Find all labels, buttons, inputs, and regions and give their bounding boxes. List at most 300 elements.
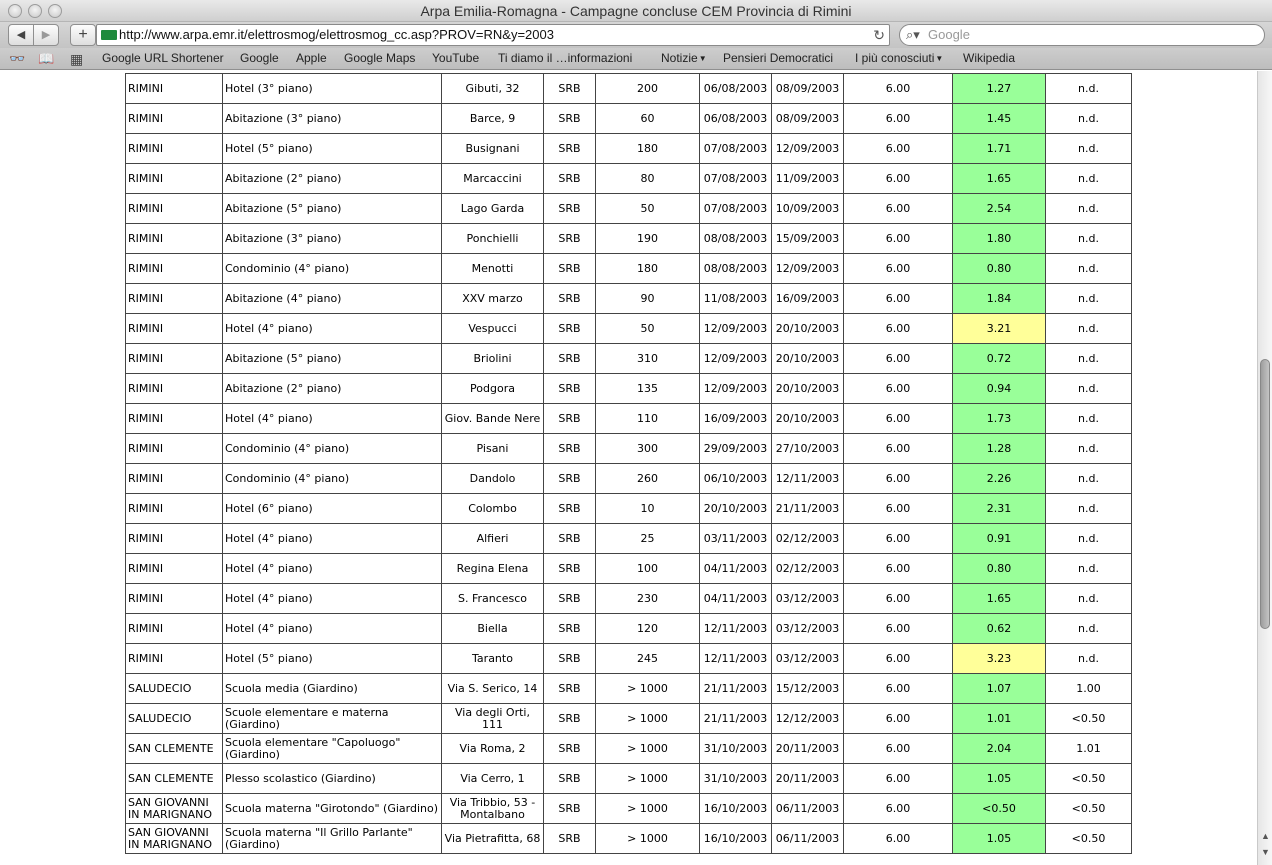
cell-valore-medio: n.d. xyxy=(1046,404,1132,434)
cell-tipo: SRB xyxy=(544,644,596,674)
cell-data-fine: 20/10/2003 xyxy=(772,404,844,434)
cell-distanza: 245 xyxy=(596,644,700,674)
cell-tipo: SRB xyxy=(544,74,596,104)
cell-data-inizio: 06/08/2003 xyxy=(700,104,772,134)
cell-distanza: > 1000 xyxy=(596,824,700,854)
cell-tipo: SRB xyxy=(544,374,596,404)
cell-limite: 6.00 xyxy=(844,554,953,584)
cell-sito: Abitazione (5° piano) xyxy=(223,344,442,374)
close-window-button[interactable] xyxy=(8,4,22,18)
cell-indirizzo: Alfieri xyxy=(442,524,544,554)
bookmark-item[interactable] xyxy=(723,48,833,69)
cell-data-fine: 03/12/2003 xyxy=(772,584,844,614)
url-text[interactable]: http://www.arpa.emr.it/elettrosmog/elettrosmog_cc.asp?PROV=RN&y=2003 xyxy=(119,27,554,42)
cell-valore-medio: n.d. xyxy=(1046,314,1132,344)
cell-data-inizio: 21/11/2003 xyxy=(700,704,772,734)
cell-sito: Hotel (5° piano) xyxy=(223,644,442,674)
cell-comune: RIMINI xyxy=(126,254,223,284)
cell-valore-max: 0.91 xyxy=(953,524,1046,554)
cell-valore-medio: n.d. xyxy=(1046,284,1132,314)
cell-tipo: SRB xyxy=(544,254,596,284)
cell-comune: RIMINI xyxy=(126,404,223,434)
table-row xyxy=(126,314,1132,344)
cell-limite: 6.00 xyxy=(844,674,953,704)
bookmarks-bar xyxy=(0,48,1272,70)
cell-indirizzo: Via Roma, 2 xyxy=(442,734,544,764)
cell-valore-medio: n.d. xyxy=(1046,164,1132,194)
cell-data-inizio: 12/09/2003 xyxy=(700,344,772,374)
cell-indirizzo: Busignani xyxy=(442,134,544,164)
cell-indirizzo: Via degli Orti, 111 xyxy=(442,704,544,734)
cell-data-inizio: 06/08/2003 xyxy=(700,74,772,104)
cell-valore-max: 2.26 xyxy=(953,464,1046,494)
bookmark-label: Ti diamo il …informazioni xyxy=(498,51,633,65)
cell-limite: 6.00 xyxy=(844,494,953,524)
cell-sito: Hotel (4° piano) xyxy=(223,404,442,434)
bookmark-item[interactable] xyxy=(344,48,415,69)
cell-valore-max: 1.28 xyxy=(953,434,1046,464)
cell-indirizzo: XXV marzo xyxy=(442,284,544,314)
cell-sito: Hotel (4° piano) xyxy=(223,614,442,644)
cell-sito: Hotel (4° piano) xyxy=(223,314,442,344)
table-row xyxy=(126,464,1132,494)
cell-data-fine: 15/12/2003 xyxy=(772,674,844,704)
bookmark-label: Pensieri Democratici xyxy=(723,51,834,65)
forward-button[interactable] xyxy=(33,24,59,46)
cell-data-inizio: 16/10/2003 xyxy=(700,794,772,824)
cell-distanza: 25 xyxy=(596,524,700,554)
cell-distanza: 60 xyxy=(596,104,700,134)
cell-sito: Condominio (4° piano) xyxy=(223,464,442,494)
cell-valore-max: 1.80 xyxy=(953,224,1046,254)
cell-tipo: SRB xyxy=(544,104,596,134)
cell-data-fine: 06/11/2003 xyxy=(772,824,844,854)
cell-valore-medio: n.d. xyxy=(1046,584,1132,614)
cell-data-inizio: 16/10/2003 xyxy=(700,824,772,854)
table-row xyxy=(126,224,1132,254)
cell-data-inizio: 12/09/2003 xyxy=(700,314,772,344)
bookmark-item[interactable] xyxy=(661,48,707,69)
table-row xyxy=(126,74,1132,104)
cell-sito: Hotel (4° piano) xyxy=(223,554,442,584)
cell-sito: Abitazione (3° piano) xyxy=(223,104,442,134)
cell-indirizzo: Biella xyxy=(442,614,544,644)
cell-data-inizio: 31/10/2003 xyxy=(700,734,772,764)
cell-indirizzo: S. Francesco xyxy=(442,584,544,614)
cell-indirizzo: Regina Elena xyxy=(442,554,544,584)
cell-data-fine: 15/09/2003 xyxy=(772,224,844,254)
cell-valore-max: 1.71 xyxy=(953,134,1046,164)
cell-indirizzo: Lago Garda xyxy=(442,194,544,224)
cell-data-inizio: 07/08/2003 xyxy=(700,164,772,194)
table-row xyxy=(126,344,1132,374)
browser-toolbar xyxy=(0,22,1272,48)
cell-indirizzo: Marcaccini xyxy=(442,164,544,194)
search-icon: ⌕▾ xyxy=(906,27,920,42)
bookmark-item[interactable] xyxy=(855,48,943,69)
cell-tipo: SRB xyxy=(544,134,596,164)
cell-comune: RIMINI xyxy=(126,224,223,254)
back-arrow-icon: ◀ xyxy=(16,29,26,41)
zoom-window-button[interactable] xyxy=(48,4,62,18)
cell-valore-medio: 1.01 xyxy=(1046,734,1132,764)
cell-tipo: SRB xyxy=(544,434,596,464)
cell-limite: 6.00 xyxy=(844,704,953,734)
cell-data-fine: 06/11/2003 xyxy=(772,794,844,824)
cell-tipo: SRB xyxy=(544,224,596,254)
cell-tipo: SRB xyxy=(544,524,596,554)
cell-sito: Scuole elementare e materna (Giardino) xyxy=(223,704,442,734)
cell-comune: SALUDECIO xyxy=(126,674,223,704)
cell-sito: Hotel (4° piano) xyxy=(223,524,442,554)
cell-sito: Scuola media (Giardino) xyxy=(223,674,442,704)
scroll-down-icon[interactable]: ▼ xyxy=(1261,847,1270,857)
cell-comune: RIMINI xyxy=(126,554,223,584)
cell-distanza: 80 xyxy=(596,164,700,194)
cell-data-fine: 12/09/2003 xyxy=(772,134,844,164)
cell-limite: 6.00 xyxy=(844,284,953,314)
cell-valore-medio: n.d. xyxy=(1046,614,1132,644)
cell-sito: Abitazione (4° piano) xyxy=(223,284,442,314)
cell-limite: 6.00 xyxy=(844,74,953,104)
cell-comune: RIMINI xyxy=(126,284,223,314)
cell-data-fine: 20/10/2003 xyxy=(772,314,844,344)
cell-limite: 6.00 xyxy=(844,584,953,614)
cell-tipo: SRB xyxy=(544,614,596,644)
cell-distanza: 180 xyxy=(596,254,700,284)
back-button[interactable] xyxy=(8,24,34,46)
cell-valore-max: 1.45 xyxy=(953,104,1046,134)
cell-distanza: 180 xyxy=(596,134,700,164)
cell-comune: SAN GIOVANNI IN MARIGNANO xyxy=(126,794,223,824)
cell-distanza: 50 xyxy=(596,194,700,224)
cell-data-inizio: 03/11/2003 xyxy=(700,524,772,554)
table-row xyxy=(126,794,1132,824)
cell-tipo: SRB xyxy=(544,314,596,344)
cell-indirizzo: Gibuti, 32 xyxy=(442,74,544,104)
cell-data-fine: 21/11/2003 xyxy=(772,494,844,524)
cell-limite: 6.00 xyxy=(844,614,953,644)
cell-valore-max: 1.73 xyxy=(953,404,1046,434)
cell-comune: RIMINI xyxy=(126,494,223,524)
cell-data-inizio: 16/09/2003 xyxy=(700,404,772,434)
bookmark-item[interactable] xyxy=(963,48,1015,69)
cell-valore-medio: n.d. xyxy=(1046,344,1132,374)
cell-tipo: SRB xyxy=(544,464,596,494)
cell-data-fine: 02/12/2003 xyxy=(772,524,844,554)
cell-valore-medio: n.d. xyxy=(1046,134,1132,164)
cell-data-inizio: 21/11/2003 xyxy=(700,674,772,704)
cell-valore-medio: n.d. xyxy=(1046,434,1132,464)
cell-valore-medio: n.d. xyxy=(1046,104,1132,134)
cell-valore-max: 0.94 xyxy=(953,374,1046,404)
cell-distanza: 200 xyxy=(596,74,700,104)
cell-valore-medio: n.d. xyxy=(1046,554,1132,584)
cell-limite: 6.00 xyxy=(844,764,953,794)
address-bar[interactable] xyxy=(96,24,890,46)
cell-data-inizio: 29/09/2003 xyxy=(700,434,772,464)
cell-valore-max: 0.62 xyxy=(953,614,1046,644)
cell-data-fine: 16/09/2003 xyxy=(772,284,844,314)
cell-limite: 6.00 xyxy=(844,134,953,164)
cell-indirizzo: Dandolo xyxy=(442,464,544,494)
table-row xyxy=(126,374,1132,404)
cell-valore-max: 1.65 xyxy=(953,584,1046,614)
cell-data-fine: 03/12/2003 xyxy=(772,644,844,674)
cell-data-inizio: 04/11/2003 xyxy=(700,554,772,584)
bookmark-label: YouTube xyxy=(432,51,480,65)
cell-sito: Abitazione (5° piano) xyxy=(223,194,442,224)
cell-valore-max: 2.31 xyxy=(953,494,1046,524)
cell-indirizzo: Pisani xyxy=(442,434,544,464)
table-row xyxy=(126,704,1132,734)
cell-distanza: 310 xyxy=(596,344,700,374)
cell-comune: SALUDECIO xyxy=(126,704,223,734)
scroll-up-icon[interactable]: ▲ xyxy=(1261,831,1270,841)
table-row xyxy=(126,674,1132,704)
table-row xyxy=(126,164,1132,194)
cell-valore-medio: 1.00 xyxy=(1046,674,1132,704)
cell-limite: 6.00 xyxy=(844,404,953,434)
cell-valore-medio: n.d. xyxy=(1046,374,1132,404)
cell-comune: RIMINI xyxy=(126,314,223,344)
cell-sito: Hotel (5° piano) xyxy=(223,134,442,164)
bookmark-item[interactable] xyxy=(432,48,479,69)
cell-valore-max: 1.27 xyxy=(953,74,1046,104)
page-content xyxy=(0,71,1257,865)
cell-sito: Condominio (4° piano) xyxy=(223,254,442,284)
cell-comune: SAN GIOVANNI IN MARIGNANO xyxy=(126,824,223,854)
top-sites-grid-icon[interactable]: ▦ xyxy=(70,51,84,67)
bookmark-label: Notizie xyxy=(661,51,698,65)
cell-indirizzo: Menotti xyxy=(442,254,544,284)
cell-valore-max: 0.72 xyxy=(953,344,1046,374)
cell-tipo: SRB xyxy=(544,704,596,734)
cell-limite: 6.00 xyxy=(844,314,953,344)
cell-data-inizio: 20/10/2003 xyxy=(700,494,772,524)
cell-distanza: 135 xyxy=(596,374,700,404)
cell-limite: 6.00 xyxy=(844,524,953,554)
cell-data-inizio: 11/08/2003 xyxy=(700,284,772,314)
cell-tipo: SRB xyxy=(544,824,596,854)
cell-data-fine: 08/09/2003 xyxy=(772,104,844,134)
plus-icon: + xyxy=(78,26,88,43)
table-row xyxy=(126,734,1132,764)
cell-data-inizio: 12/11/2003 xyxy=(700,644,772,674)
cell-indirizzo: Vespucci xyxy=(442,314,544,344)
cell-comune: RIMINI xyxy=(126,464,223,494)
vertical-scrollbar[interactable] xyxy=(1257,71,1272,865)
cell-indirizzo: Via Cerro, 1 xyxy=(442,764,544,794)
cell-tipo: SRB xyxy=(544,764,596,794)
table-row xyxy=(126,194,1132,224)
cell-data-fine: 20/11/2003 xyxy=(772,734,844,764)
cell-indirizzo: Ponchielli xyxy=(442,224,544,254)
bookmark-label: Apple xyxy=(296,51,327,65)
site-favicon-icon xyxy=(101,30,117,40)
cell-comune: SAN CLEMENTE xyxy=(126,764,223,794)
cell-data-fine: 02/12/2003 xyxy=(772,554,844,584)
window-title: Arpa Emilia-Romagna - Campagne concluse CEM Provincia di Rimini xyxy=(420,3,852,19)
minimize-window-button[interactable] xyxy=(28,4,42,18)
cell-valore-max: 1.84 xyxy=(953,284,1046,314)
cell-indirizzo: Via Pietrafitta, 68 xyxy=(442,824,544,854)
cell-comune: SAN CLEMENTE xyxy=(126,734,223,764)
reload-icon[interactable]: ↻ xyxy=(873,27,885,43)
cell-data-inizio: 07/08/2003 xyxy=(700,134,772,164)
cell-data-fine: 12/11/2003 xyxy=(772,464,844,494)
cell-limite: 6.00 xyxy=(844,164,953,194)
cell-limite: 6.00 xyxy=(844,344,953,374)
cell-indirizzo: Via S. Serico, 14 xyxy=(442,674,544,704)
cell-tipo: SRB xyxy=(544,674,596,704)
chevron-down-icon: ▼ xyxy=(935,54,944,63)
cell-distanza: 110 xyxy=(596,404,700,434)
measurements-table xyxy=(125,73,1132,854)
forward-arrow-icon: ▶ xyxy=(41,29,51,41)
bookmark-label: Wikipedia xyxy=(963,51,1016,65)
cell-distanza: > 1000 xyxy=(596,764,700,794)
cell-comune: RIMINI xyxy=(126,644,223,674)
cell-limite: 6.00 xyxy=(844,794,953,824)
cell-valore-max: 2.54 xyxy=(953,194,1046,224)
cell-distanza: 90 xyxy=(596,284,700,314)
cell-sito: Hotel (3° piano) xyxy=(223,74,442,104)
table-row xyxy=(126,764,1132,794)
cell-indirizzo: Podgora xyxy=(442,374,544,404)
cell-comune: RIMINI xyxy=(126,164,223,194)
cell-limite: 6.00 xyxy=(844,254,953,284)
cell-limite: 6.00 xyxy=(844,194,953,224)
cell-distanza: 260 xyxy=(596,464,700,494)
cell-valore-medio: n.d. xyxy=(1046,494,1132,524)
table-row xyxy=(126,284,1132,314)
scrollbar-thumb[interactable] xyxy=(1260,359,1270,629)
cell-data-inizio: 12/11/2003 xyxy=(700,614,772,644)
cell-data-inizio: 04/11/2003 xyxy=(700,584,772,614)
cell-distanza: > 1000 xyxy=(596,704,700,734)
cell-distanza: 100 xyxy=(596,554,700,584)
cell-indirizzo: Taranto xyxy=(442,644,544,674)
cell-tipo: SRB xyxy=(544,344,596,374)
cell-valore-max: 0.80 xyxy=(953,254,1046,284)
cell-limite: 6.00 xyxy=(844,824,953,854)
bookmark-item[interactable] xyxy=(102,48,224,69)
bookmark-label: Google URL Shortener xyxy=(102,51,224,65)
cell-data-fine: 10/09/2003 xyxy=(772,194,844,224)
cell-valore-medio: n.d. xyxy=(1046,644,1132,674)
cell-sito: Hotel (6° piano) xyxy=(223,494,442,524)
bookmark-item[interactable] xyxy=(296,48,327,69)
add-bookmark-button[interactable] xyxy=(70,24,96,46)
cell-indirizzo: Briolini xyxy=(442,344,544,374)
cell-data-inizio: 12/09/2003 xyxy=(700,374,772,404)
table-row xyxy=(126,824,1132,854)
cell-limite: 6.00 xyxy=(844,434,953,464)
cell-valore-medio: n.d. xyxy=(1046,524,1132,554)
cell-limite: 6.00 xyxy=(844,644,953,674)
reading-list-icon[interactable]: 👓 xyxy=(9,51,26,66)
cell-sito: Scuola materna "Girotondo" (Giardino) xyxy=(223,794,442,824)
cell-distanza: 10 xyxy=(596,494,700,524)
cell-tipo: SRB xyxy=(544,164,596,194)
cell-valore-max: 3.23 xyxy=(953,644,1046,674)
cell-limite: 6.00 xyxy=(844,374,953,404)
cell-distanza: 300 xyxy=(596,434,700,464)
cell-valore-medio: n.d. xyxy=(1046,254,1132,284)
table-row xyxy=(126,584,1132,614)
cell-valore-medio: <0.50 xyxy=(1046,764,1132,794)
cell-comune: RIMINI xyxy=(126,434,223,464)
cell-data-fine: 03/12/2003 xyxy=(772,614,844,644)
cell-valore-max: <0.50 xyxy=(953,794,1046,824)
cell-sito: Scuola elementare "Capoluogo" (Giardino) xyxy=(223,734,442,764)
cell-comune: RIMINI xyxy=(126,524,223,554)
cell-tipo: SRB xyxy=(544,404,596,434)
cell-distanza: 230 xyxy=(596,584,700,614)
search-placeholder[interactable]: Google xyxy=(928,27,970,42)
table-row xyxy=(126,104,1132,134)
cell-comune: RIMINI xyxy=(126,194,223,224)
cell-valore-max: 1.05 xyxy=(953,824,1046,854)
cell-distanza: > 1000 xyxy=(596,794,700,824)
cell-comune: RIMINI xyxy=(126,74,223,104)
table-row xyxy=(126,554,1132,584)
cell-data-inizio: 06/10/2003 xyxy=(700,464,772,494)
cell-comune: RIMINI xyxy=(126,584,223,614)
table-row xyxy=(126,134,1132,164)
cell-data-fine: 08/09/2003 xyxy=(772,74,844,104)
cell-valore-max: 1.01 xyxy=(953,704,1046,734)
cell-valore-medio: n.d. xyxy=(1046,194,1132,224)
cell-sito: Condominio (4° piano) xyxy=(223,434,442,464)
cell-data-fine: 20/10/2003 xyxy=(772,374,844,404)
cell-valore-max: 1.07 xyxy=(953,674,1046,704)
table-row xyxy=(126,524,1132,554)
cell-limite: 6.00 xyxy=(844,464,953,494)
window-title-bar xyxy=(0,0,1272,22)
cell-data-fine: 12/12/2003 xyxy=(772,704,844,734)
cell-distanza: > 1000 xyxy=(596,674,700,704)
cell-valore-max: 1.65 xyxy=(953,164,1046,194)
table-row xyxy=(126,614,1132,644)
cell-valore-medio: <0.50 xyxy=(1046,824,1132,854)
table-row xyxy=(126,404,1132,434)
cell-data-fine: 20/11/2003 xyxy=(772,764,844,794)
cell-sito: Hotel (4° piano) xyxy=(223,584,442,614)
bookmarks-book-icon[interactable]: 📖 xyxy=(38,51,55,66)
cell-sito: Plesso scolastico (Giardino) xyxy=(223,764,442,794)
bookmark-item[interactable] xyxy=(498,48,632,69)
table-row xyxy=(126,254,1132,284)
cell-tipo: SRB xyxy=(544,494,596,524)
bookmark-label: Google xyxy=(240,51,279,65)
cell-limite: 6.00 xyxy=(844,104,953,134)
cell-data-fine: 12/09/2003 xyxy=(772,254,844,284)
cell-distanza: 120 xyxy=(596,614,700,644)
cell-valore-max: 0.80 xyxy=(953,554,1046,584)
cell-valore-medio: <0.50 xyxy=(1046,704,1132,734)
cell-tipo: SRB xyxy=(544,584,596,614)
search-field[interactable] xyxy=(899,24,1265,46)
cell-indirizzo: Colombo xyxy=(442,494,544,524)
table-row xyxy=(126,494,1132,524)
cell-valore-medio: n.d. xyxy=(1046,464,1132,494)
cell-data-inizio: 08/08/2003 xyxy=(700,254,772,284)
cell-valore-medio: n.d. xyxy=(1046,224,1132,254)
bookmark-label: I più conosciuti xyxy=(855,51,935,65)
bookmark-item[interactable] xyxy=(240,48,279,69)
